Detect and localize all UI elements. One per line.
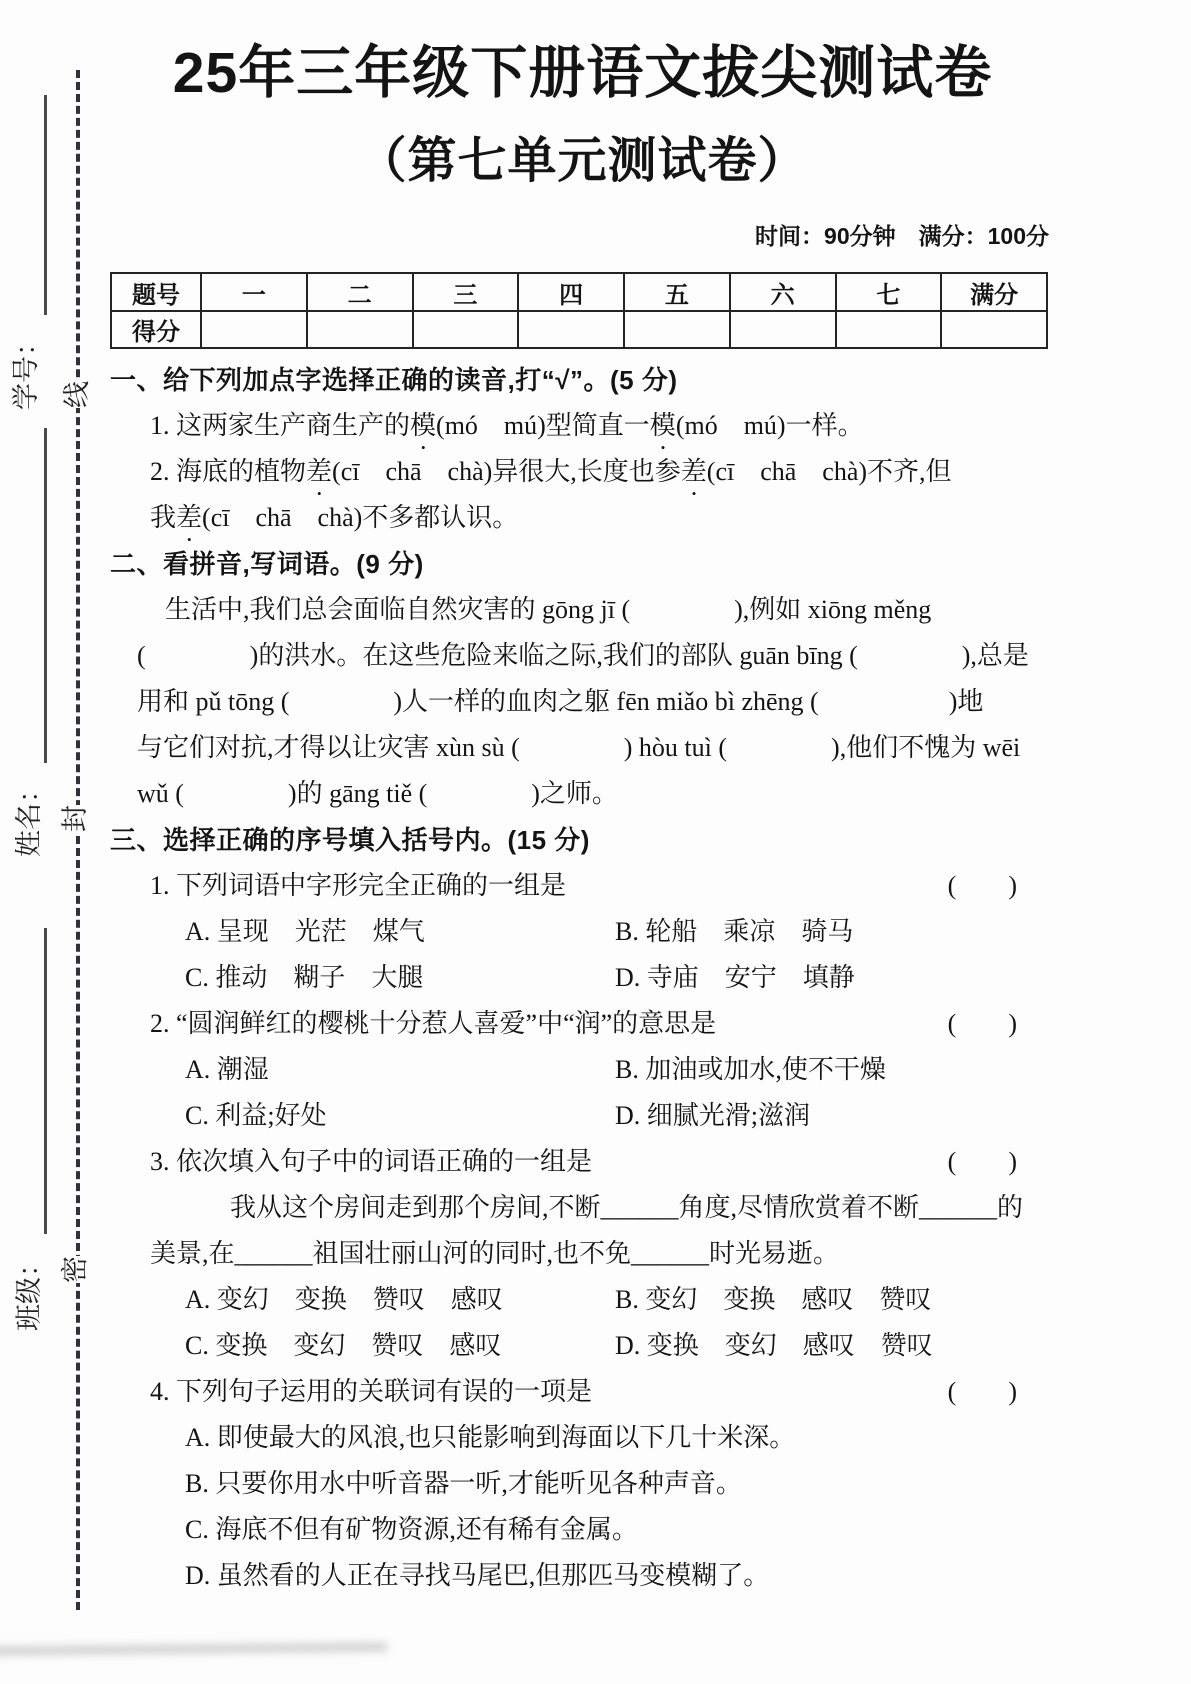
question3-stem-row bbox=[110, 1139, 1055, 1185]
answer-bracket[interactable]: ( ) bbox=[947, 1377, 1017, 1406]
page-edge-shadow bbox=[0, 1642, 387, 1656]
question4-stem-row bbox=[110, 1369, 1055, 1415]
score-table bbox=[110, 272, 1048, 349]
score-table-header-cell: 四 bbox=[518, 273, 624, 311]
class-label: 班级： bbox=[14, 1250, 44, 1331]
section1-heading: 一、给下列加点字选择正确的读音,打“√”。(5 分) bbox=[110, 365, 678, 395]
section2-line4: 与它们对抗,才得以让灾害 xùn sù ( ) hòu tuì ( ),他们不愧为 wēi bbox=[137, 733, 1021, 762]
score-table-header-row bbox=[111, 273, 1047, 311]
seal-dashed-line bbox=[76, 70, 80, 1610]
score-table-header-cell: 五 bbox=[624, 273, 730, 311]
question2-options-row2 bbox=[110, 1093, 1055, 1139]
emphasized-char: 差 bbox=[306, 457, 333, 486]
score-table-header-cell: 题号 bbox=[111, 273, 201, 311]
score-cell-empty[interactable] bbox=[941, 311, 1047, 348]
option-d[interactable]: D. 变换 变幻 感叹 赞叹 bbox=[615, 1331, 933, 1360]
section2-line3: 用和 pǔ tōng ( )人一样的血肉之躯 fēn miǎo bì zhēng ( )地 bbox=[137, 687, 984, 716]
question3-passage-line1: 我从这个房间走到那个房间,不断______角度,尽情欣赏着不断______的 bbox=[230, 1193, 1024, 1222]
score-cell-empty[interactable] bbox=[307, 311, 413, 348]
score-table-score-row bbox=[111, 311, 1047, 348]
option-c[interactable]: C. 推动 糊子 大腿 bbox=[185, 963, 424, 992]
score-cell-empty[interactable] bbox=[518, 311, 624, 348]
question3-options-row2 bbox=[110, 1323, 1055, 1369]
option-a[interactable]: A. 呈现 光茫 煤气 bbox=[185, 917, 425, 946]
option-a[interactable]: A. 即使最大的风浪,也只能影响到海面以下几十米深。 bbox=[185, 1423, 796, 1452]
question1-stem: 1. 下列词语中字形完全正确的一组是 bbox=[150, 871, 567, 900]
score-table-header-cell: 一 bbox=[201, 273, 307, 311]
score-table-header-cell: 满分 bbox=[941, 273, 1047, 311]
option-c[interactable]: C. 海底不但有矿物资源,还有稀有金属。 bbox=[185, 1515, 638, 1544]
time-score-meta: 时间：90分钟 满分：100分 bbox=[755, 223, 1049, 249]
question-area bbox=[110, 357, 1055, 1599]
option-d[interactable]: D. 细腻光滑;滋润 bbox=[615, 1101, 811, 1130]
option-b[interactable]: B. 加油或加水,使不干燥 bbox=[615, 1055, 886, 1084]
score-cell-empty[interactable] bbox=[624, 311, 730, 348]
question2-options-row1 bbox=[110, 1047, 1055, 1093]
question1-stem-row bbox=[110, 863, 1055, 909]
emphasized-char: 差 bbox=[176, 503, 203, 532]
student-id-fill-line[interactable] bbox=[44, 95, 47, 315]
seal-char-line: 线 bbox=[62, 381, 92, 408]
seal-char-feng: 封 bbox=[60, 805, 90, 832]
option-d[interactable]: D. 虽然看的人正在寻找马尾巴,但那匹马变模糊了。 bbox=[185, 1561, 770, 1590]
emphasized-char: 模 bbox=[649, 411, 676, 440]
section2-heading: 二、看拼音,写词语。(9 分) bbox=[110, 549, 424, 579]
exam-paper bbox=[110, 0, 1055, 1599]
score-cell-empty[interactable] bbox=[836, 311, 942, 348]
answer-bracket[interactable]: ( ) bbox=[947, 1009, 1017, 1038]
option-c[interactable]: C. 变换 变幻 赞叹 感叹 bbox=[185, 1331, 502, 1360]
score-row-label: 得分 bbox=[111, 311, 201, 348]
score-cell-empty[interactable] bbox=[201, 311, 307, 348]
emphasized-char: 模 bbox=[410, 411, 437, 440]
option-a[interactable]: A. 潮湿 bbox=[185, 1055, 269, 1084]
option-b[interactable]: B. 变幻 变换 感叹 赞叹 bbox=[615, 1285, 932, 1314]
score-table-header-cell: 六 bbox=[730, 273, 836, 311]
section1-item1: 1. 这两家生产商生产的模(mó mú)型简直一模(mó mú)一样。 bbox=[150, 411, 864, 440]
option-a[interactable]: A. 变幻 变换 赞叹 感叹 bbox=[185, 1285, 503, 1314]
question1-options-row2 bbox=[110, 955, 1055, 1001]
score-cell-empty[interactable] bbox=[413, 311, 519, 348]
section2-line2: ( )的洪水。在这些危险来临之际,我们的部队 guān bīng ( ),总是 bbox=[137, 641, 1029, 670]
score-table-header-cell: 三 bbox=[413, 273, 519, 311]
name-fill-line[interactable] bbox=[44, 428, 47, 763]
section2-line5: wǔ ( )的 gāng tiě ( )之师。 bbox=[137, 779, 618, 808]
section1-item2-line2: 我差(cī chā chà)不多都认识。 bbox=[150, 503, 519, 532]
option-b[interactable]: B. 轮船 乘凉 骑马 bbox=[615, 917, 854, 946]
seal-char-mi: 密 bbox=[60, 1256, 90, 1283]
section3-heading: 三、选择正确的序号填入括号内。(15 分) bbox=[110, 825, 590, 855]
question3-options-row1 bbox=[110, 1277, 1055, 1323]
question3-stem: 3. 依次填入句子中的词语正确的一组是 bbox=[150, 1147, 593, 1176]
question3-passage-line2: 美景,在______祖国壮丽山河的同时,也不免______时光易逝。 bbox=[150, 1239, 840, 1268]
student-id-label: 学号： bbox=[11, 329, 41, 410]
question1-options-row1 bbox=[110, 909, 1055, 955]
question4-stem: 4. 下列句子运用的关联词有误的一项是 bbox=[150, 1377, 593, 1406]
question2-stem: 2. “圆润鲜红的樱桃十分惹人喜爱”中“润”的意思是 bbox=[150, 1009, 717, 1038]
name-label: 姓名： bbox=[14, 776, 44, 857]
class-fill-line[interactable] bbox=[44, 928, 47, 1234]
page-title: 25年三年级下册语文拔尖测试卷 bbox=[172, 41, 993, 105]
score-cell-empty[interactable] bbox=[730, 311, 836, 348]
score-table-header-cell: 二 bbox=[307, 273, 413, 311]
section2-line1: 生活中,我们总会面临自然灾害的 gōng jī ( ),例如 xiōng měng bbox=[165, 595, 932, 624]
answer-bracket[interactable]: ( ) bbox=[947, 871, 1017, 900]
emphasized-char: 差 bbox=[680, 457, 707, 486]
option-b[interactable]: B. 只要你用水中听音器一听,才能听见各种声音。 bbox=[185, 1469, 742, 1498]
section1-item2-line1: 2. 海底的植物差(cī chā chà)异很大,长度也参差(cī chā chà)不齐,但 bbox=[150, 457, 952, 486]
score-table-header-cell: 七 bbox=[836, 273, 942, 311]
page-subtitle: （第七单元测试卷） bbox=[357, 134, 808, 188]
option-c[interactable]: C. 利益;好处 bbox=[185, 1101, 327, 1130]
option-d[interactable]: D. 寺庙 安宁 填静 bbox=[615, 963, 855, 992]
question2-stem-row bbox=[110, 1001, 1055, 1047]
answer-bracket[interactable]: ( ) bbox=[947, 1147, 1017, 1176]
